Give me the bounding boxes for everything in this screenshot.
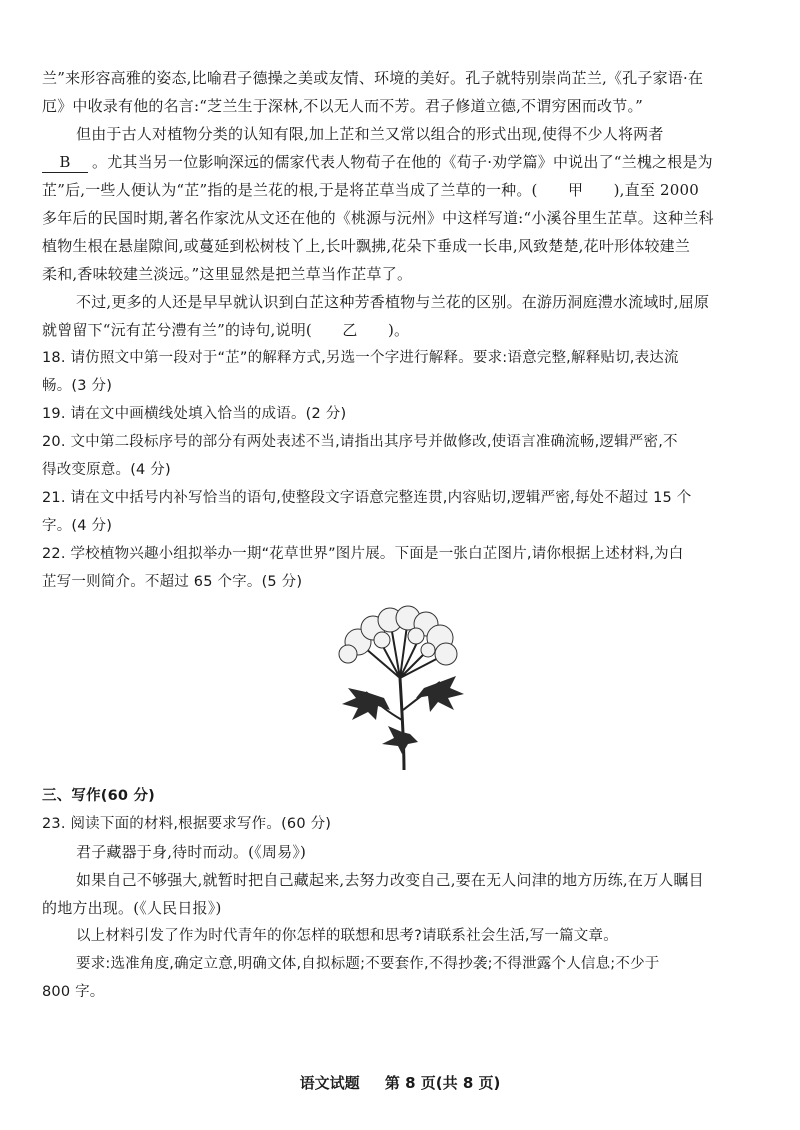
passage-line: 厄》中收录有他的名言:“芝兰生于深林,不以无人而不芳。君子修道立德,不谓穷困而改节。”	[42, 97, 644, 115]
writing-requirements: 要求:选准角度,确定立意,明确文体,自拟标题;不要套作,不得抄袭;不得泄露个人信息;不少于	[76, 956, 660, 972]
question-21-cont: 字。(4 分)	[42, 518, 113, 534]
footer-page-number: 第 8 页(共 8 页)	[384, 1074, 501, 1092]
section-title-writing: 三、写作(60 分)	[42, 788, 155, 804]
passage-line: 就曾留下“沅有芷兮澧有兰”的诗句,说明( 乙 )。	[42, 321, 410, 339]
question-20: 20. 文中第二段标序号的部分有两处表述不当,请指出其序号并做修改,使语言准确流畅,逻辑严密,不	[42, 434, 678, 450]
passage-line: 兰”来形容高雅的姿态,比喻君子德操之美或友情、环境的美好。孔子就特别崇尚芷兰,《孔子家语·在	[42, 69, 704, 87]
passage-line-text: 。尤其当另一位影响深远的儒家代表人物荀子在他的《荀子·劝学篇》中说出了“兰槐之根是为	[92, 153, 713, 171]
answer-blank-b: B	[42, 152, 88, 173]
writing-requirements-cont: 800 字。	[42, 984, 105, 1000]
writing-quote: 君子藏器于身,待时而动。(《周易》)	[76, 843, 307, 861]
angelica-illustration	[318, 592, 488, 772]
question-23: 23. 阅读下面的材料,根据要求写作。(60 分)	[42, 816, 332, 832]
page-footer	[0, 1072, 800, 1093]
passage-line: 柔和,香味较建兰淡远。”这里显然是把兰草当作芷草了。	[42, 265, 413, 283]
question-18: 18. 请仿照文中第一段对于“芷”的解释方式,另选一个字进行解释。要求:语意完整,解释贴切,表达流	[42, 350, 679, 366]
writing-quote-cont: 的地方出现。(《人民日报》)	[42, 899, 222, 917]
passage-line: 芷”后,一些人便认为“芷”指的是兰花的根,于是将芷草当成了兰草的一种。( 甲 ),直至 2000	[42, 181, 699, 199]
question-21: 21. 请在文中括号内补写恰当的语句,使整段文字语意完整连贯,内容贴切,逻辑严密,每处不超过 15 个	[42, 490, 692, 506]
writing-prompt: 以上材料引发了作为时代青年的你怎样的联想和思考?请联系社会生活,写一篇文章。	[76, 928, 618, 944]
footer-subject: 语文试题	[299, 1074, 360, 1092]
question-20-cont: 得改变原意。(4 分)	[42, 462, 171, 478]
passage-line: 不过,更多的人还是早早就认识到白芷这种芳香植物与兰花的区别。在游历洞庭澧水流域时,屈原	[76, 293, 710, 311]
passage-line: 但由于古人对植物分类的认知有限,加上芷和兰又常以组合的形式出现,使得不少人将两者	[76, 125, 664, 143]
passage-line	[42, 152, 762, 173]
question-22-cont: 芷写一则简介。不超过 65 个字。(5 分)	[42, 574, 303, 590]
passage-line: 植物生根在悬崖隙间,或蔓延到松树枝丫上,长叶飘拂,花朵下垂成一长串,风致楚楚,花叶形体较建兰	[42, 237, 691, 255]
question-19: 19. 请在文中画横线处填入恰当的成语。(2 分)	[42, 406, 347, 422]
question-18-cont: 畅。(3 分)	[42, 378, 113, 394]
question-22: 22. 学校植物兴趣小组拟举办一期“花草世界”图片展。下面是一张白芷图片,请你根据上述材料,为白	[42, 546, 684, 562]
writing-quote: 如果自己不够强大,就暂时把自己藏起来,去努力改变自己,要在无人问津的地方历练,在万人瞩目	[76, 871, 704, 889]
passage-line: 多年后的民国时期,著名作家沈从文还在他的《桃源与沅州》中这样写道:“小溪谷里生芷草。这种兰科	[42, 209, 714, 227]
